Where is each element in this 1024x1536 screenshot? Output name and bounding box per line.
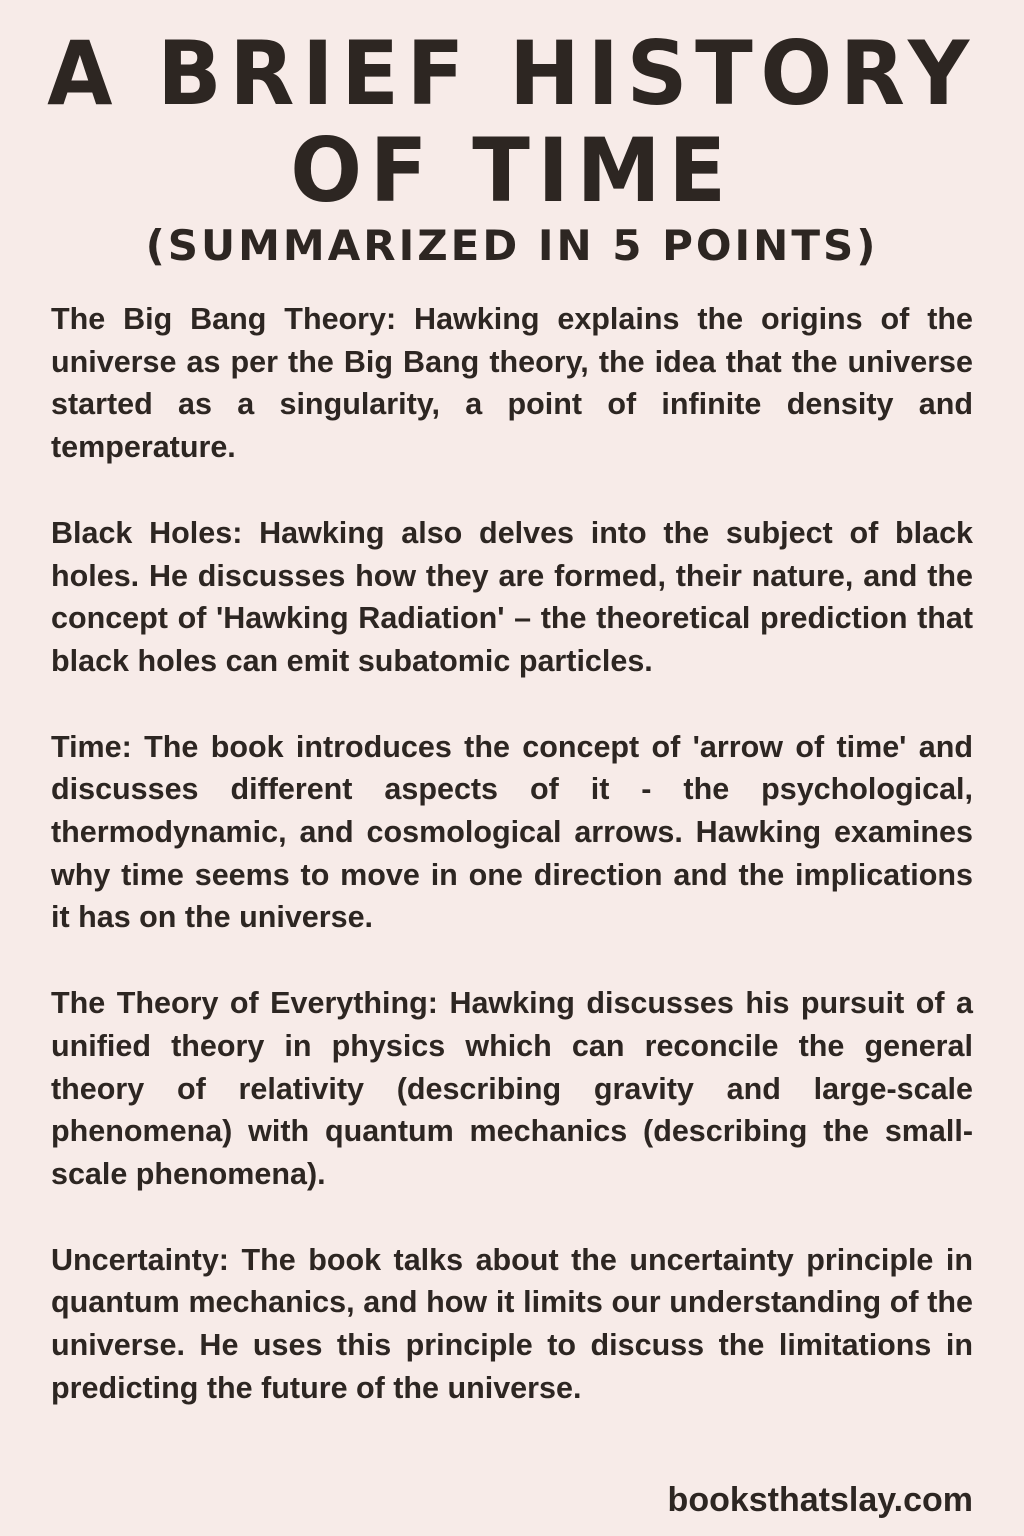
summary-points xyxy=(51,298,973,1452)
page-title-line-1: A BRIEF HISTORY xyxy=(47,22,977,125)
point-black-holes: Black Holes: Hawking also delves into the subject of black holes. He discusses how they are formed, their nature, and the concept of 'Hawking Radiation' – the theoretical prediction that black holes can emit subatomic particles. xyxy=(51,515,973,678)
website-credit: booksthatslay.com xyxy=(667,1481,973,1519)
point-big-bang: The Big Bang Theory: Hawking explains the origins of the universe as per the Big Bang theory, the idea that the universe started as a singularity, a point of infinite density and temperature. xyxy=(51,302,973,465)
page-title-line-2: OF TIME xyxy=(290,119,734,222)
point-theory-of-everything: The Theory of Everything: Hawking discusses his pursuit of a unified theory in physics which can reconcile the general theory of relativity (describing gravity and large-scale phenomena) with quantum mechanics (describing the small-scale phenomena). xyxy=(51,986,973,1191)
point-uncertainty: Uncertainty: The book talks about the uncertainty principle in quantum mechanics, and how it limits our understanding of the universe. He uses this principle to discuss the limitations in predicting the future of the universe. xyxy=(51,1242,973,1405)
point-time: Time: The book introduces the concept of 'arrow of time' and discusses different aspects of it - the psychological, thermodynamic, and cosmological arrows. Hawking examines why time seems to move in one direction and the implications it has on the universe. xyxy=(51,729,973,935)
page-subtitle: (SUMMARIZED IN 5 POINTS) xyxy=(145,221,879,270)
